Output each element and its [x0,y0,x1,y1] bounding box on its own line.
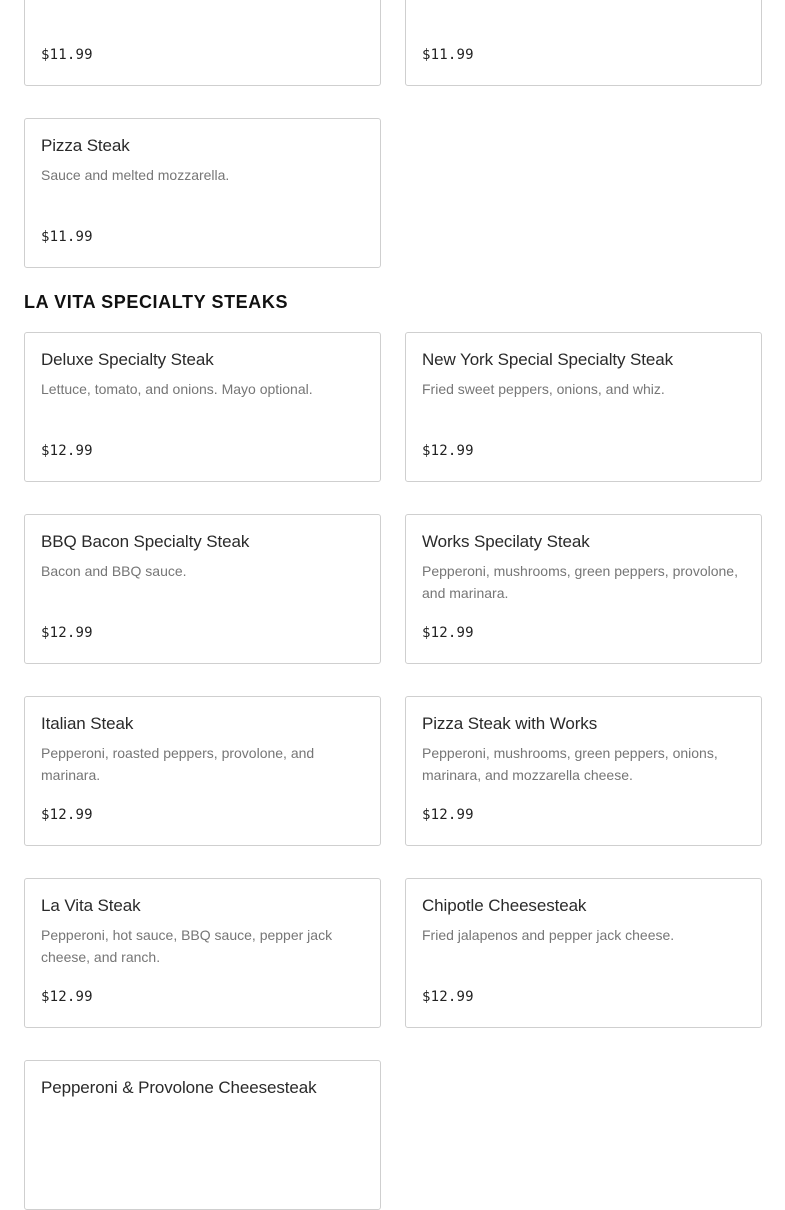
item-price: $12.99 [41,989,93,1005]
menu-item-card-pizza-steak-with-works[interactable] [405,696,762,846]
item-price: $12.99 [41,443,93,459]
item-name: Chipotle Cheesesteak [422,896,587,915]
item-name: Pizza Steak with Works [422,714,598,733]
item-name: Pizza Steak [41,136,130,155]
menu-item-card-bbq-bacon-specialty-steak[interactable] [24,514,381,664]
item-description: Fried sweet peppers, onions, and whiz. [422,381,665,397]
menu-item-card-works-specialty-steak[interactable] [405,514,762,664]
item-name: Works Specilaty Steak [422,532,590,551]
item-price: $12.99 [422,625,474,641]
item-price: $12.99 [422,443,474,459]
item-name: New York Special Specialty Steak [422,350,673,369]
menu-item-card-new-york-special-specialty-steak[interactable] [405,332,762,482]
item-name: BBQ Bacon Specialty Steak [41,532,250,551]
menu-item-card[interactable] [24,0,381,86]
section-title: LA VITA SPECIALTY STEAKS [24,292,289,312]
item-name: Deluxe Specialty Steak [41,350,214,369]
item-description: Pepperoni, roasted peppers, provolone, and marinara. [41,745,315,783]
item-name: La Vita Steak [41,896,141,915]
item-name: Italian Steak [41,714,134,733]
item-price: $11.99 [41,229,93,245]
item-description: Pepperoni, mushrooms, green peppers, provolone, and marinara. [422,563,738,601]
item-description: Sauce and melted mozzarella. [41,167,230,183]
item-description: Lettuce, tomato, and onions. Mayo optional. [41,381,313,397]
item-name: Pepperoni & Provolone Cheesesteak [41,1078,317,1097]
menu-item-card-pizza-steak[interactable] [24,118,381,268]
item-description: Bacon and BBQ sauce. [41,563,187,579]
item-description: Fried jalapenos and pepper jack cheese. [422,927,675,943]
item-price: $12.99 [422,989,474,1005]
item-price: $11.99 [41,47,93,63]
menu-item-card[interactable] [405,0,762,86]
item-description: Pepperoni, mushrooms, green peppers, onions, marinara, and mozzarella cheese. [422,745,718,783]
item-price: $12.99 [41,625,93,641]
menu-item-card-pepperoni-provolone-cheesesteak[interactable] [24,1060,381,1210]
item-price: $11.99 [422,47,474,63]
menu-item-card-la-vita-steak[interactable] [24,878,381,1028]
menu-item-card-deluxe-specialty-steak[interactable] [24,332,381,482]
item-description: Pepperoni, hot sauce, BBQ sauce, pepper jack cheese, and ranch. [41,927,333,965]
item-price: $12.99 [422,807,474,823]
menu-item-card-italian-steak[interactable] [24,696,381,846]
menu-item-card-chipotle-cheesesteak[interactable] [405,878,762,1028]
item-price: $12.99 [41,807,93,823]
